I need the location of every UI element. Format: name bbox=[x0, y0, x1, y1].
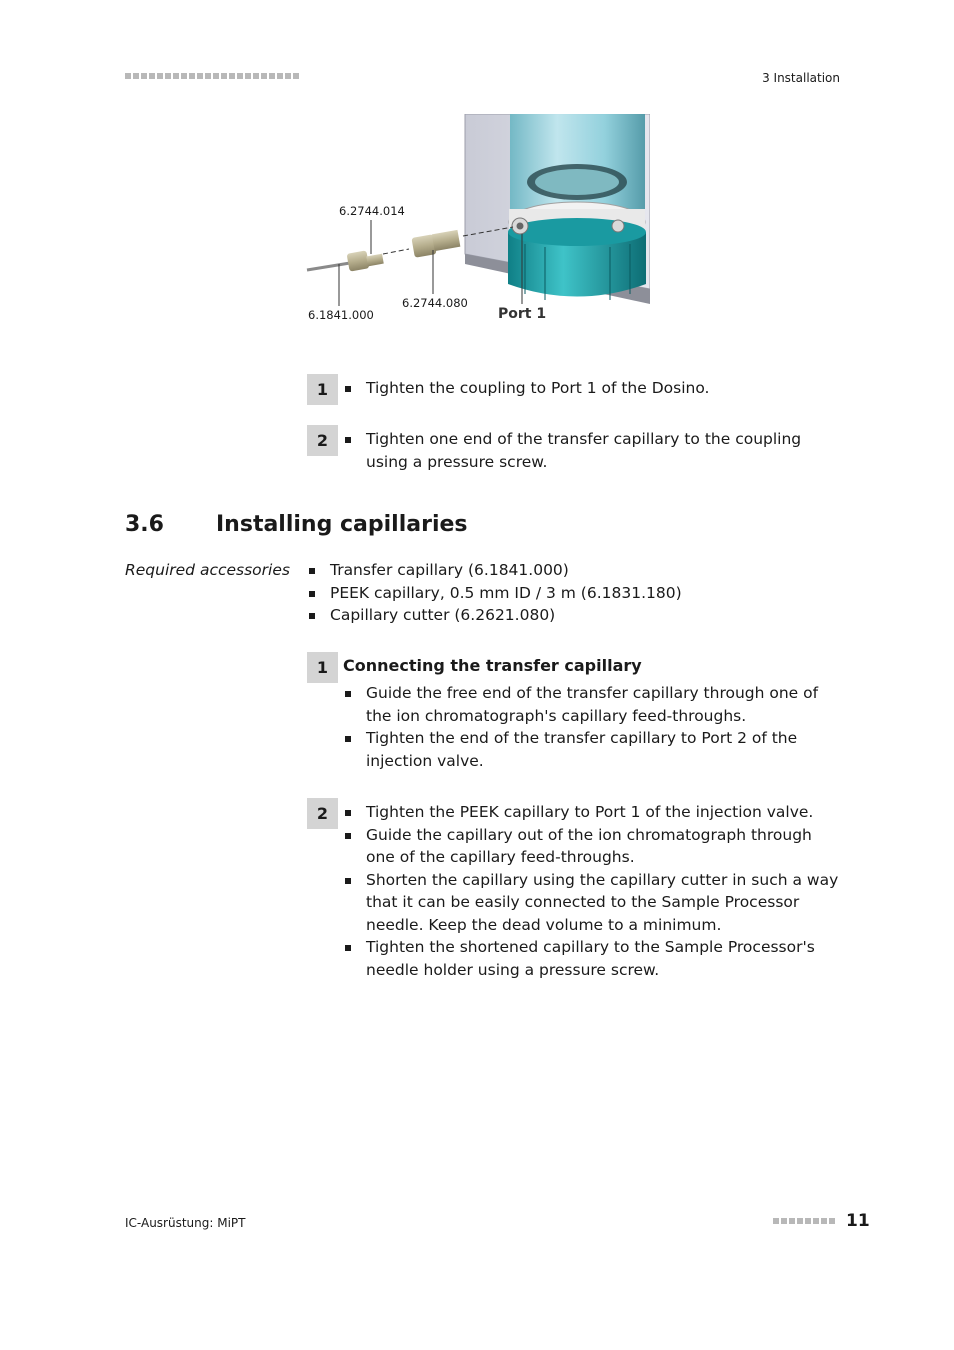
step-number: 2 bbox=[307, 798, 338, 829]
step-bullets bbox=[343, 682, 840, 772]
step-number: 1 bbox=[307, 374, 338, 405]
dosino-port-figure bbox=[305, 114, 650, 329]
footer-decoration bbox=[773, 1218, 835, 1224]
footer-document-title: IC-Ausrüstung: MiPT bbox=[125, 1216, 246, 1230]
label-coupling-part-number: 6.2744.014 bbox=[339, 204, 405, 218]
section-number: 3.6 bbox=[125, 512, 164, 537]
step-title: Connecting the transfer capillary bbox=[343, 656, 642, 675]
required-accessories-label: Required accessories bbox=[125, 561, 290, 579]
dosino-illustration bbox=[305, 114, 650, 329]
step-number: 1 bbox=[307, 652, 338, 683]
label-port-1: Port 1 bbox=[498, 306, 547, 322]
label-capillary-part-number: 6.1841.000 bbox=[308, 308, 374, 322]
header-decoration bbox=[125, 73, 299, 79]
step-number: 2 bbox=[307, 425, 338, 456]
page-number: 11 bbox=[846, 1211, 870, 1231]
list-item: Capillary cutter (6.2621.080) bbox=[307, 604, 840, 627]
list-item: Tighten the shortened capillary to the Sample Processor's needle holder using a pressure screw. bbox=[343, 936, 840, 981]
list-item: Tighten one end of the transfer capillary to the coupling using a pressure screw. bbox=[343, 428, 840, 473]
list-item: Tighten the PEEK capillary to Port 1 of the injection valve. bbox=[343, 801, 840, 824]
list-item: Guide the capillary out of the ion chromatograph through one of the capillary feed-throughs. bbox=[343, 824, 840, 869]
list-item: Shorten the capillary using the capillary cutter in such a way that it can be easily connected to the Sample Processor needle. Keep the dead volume to a minimum. bbox=[343, 869, 840, 937]
header-section-title: 3 Installation bbox=[762, 71, 840, 85]
section-title: Installing capillaries bbox=[216, 512, 468, 537]
list-item: Guide the free end of the transfer capillary through one of the ion chromatograph's capillary feed-throughs. bbox=[343, 682, 840, 727]
list-item: Tighten the end of the transfer capillary to Port 2 of the injection valve. bbox=[343, 727, 840, 772]
list-item: Transfer capillary (6.1841.000) bbox=[307, 559, 840, 582]
step-bullets bbox=[343, 801, 840, 981]
accessories-list bbox=[307, 559, 840, 627]
step-bullets bbox=[343, 428, 840, 473]
label-screw-part-number: 6.2744.080 bbox=[402, 296, 468, 310]
step-bullets bbox=[343, 377, 840, 400]
list-item: PEEK capillary, 0.5 mm ID / 3 m (6.1831.180) bbox=[307, 582, 840, 605]
list-item: Tighten the coupling to Port 1 of the Dosino. bbox=[343, 377, 840, 400]
